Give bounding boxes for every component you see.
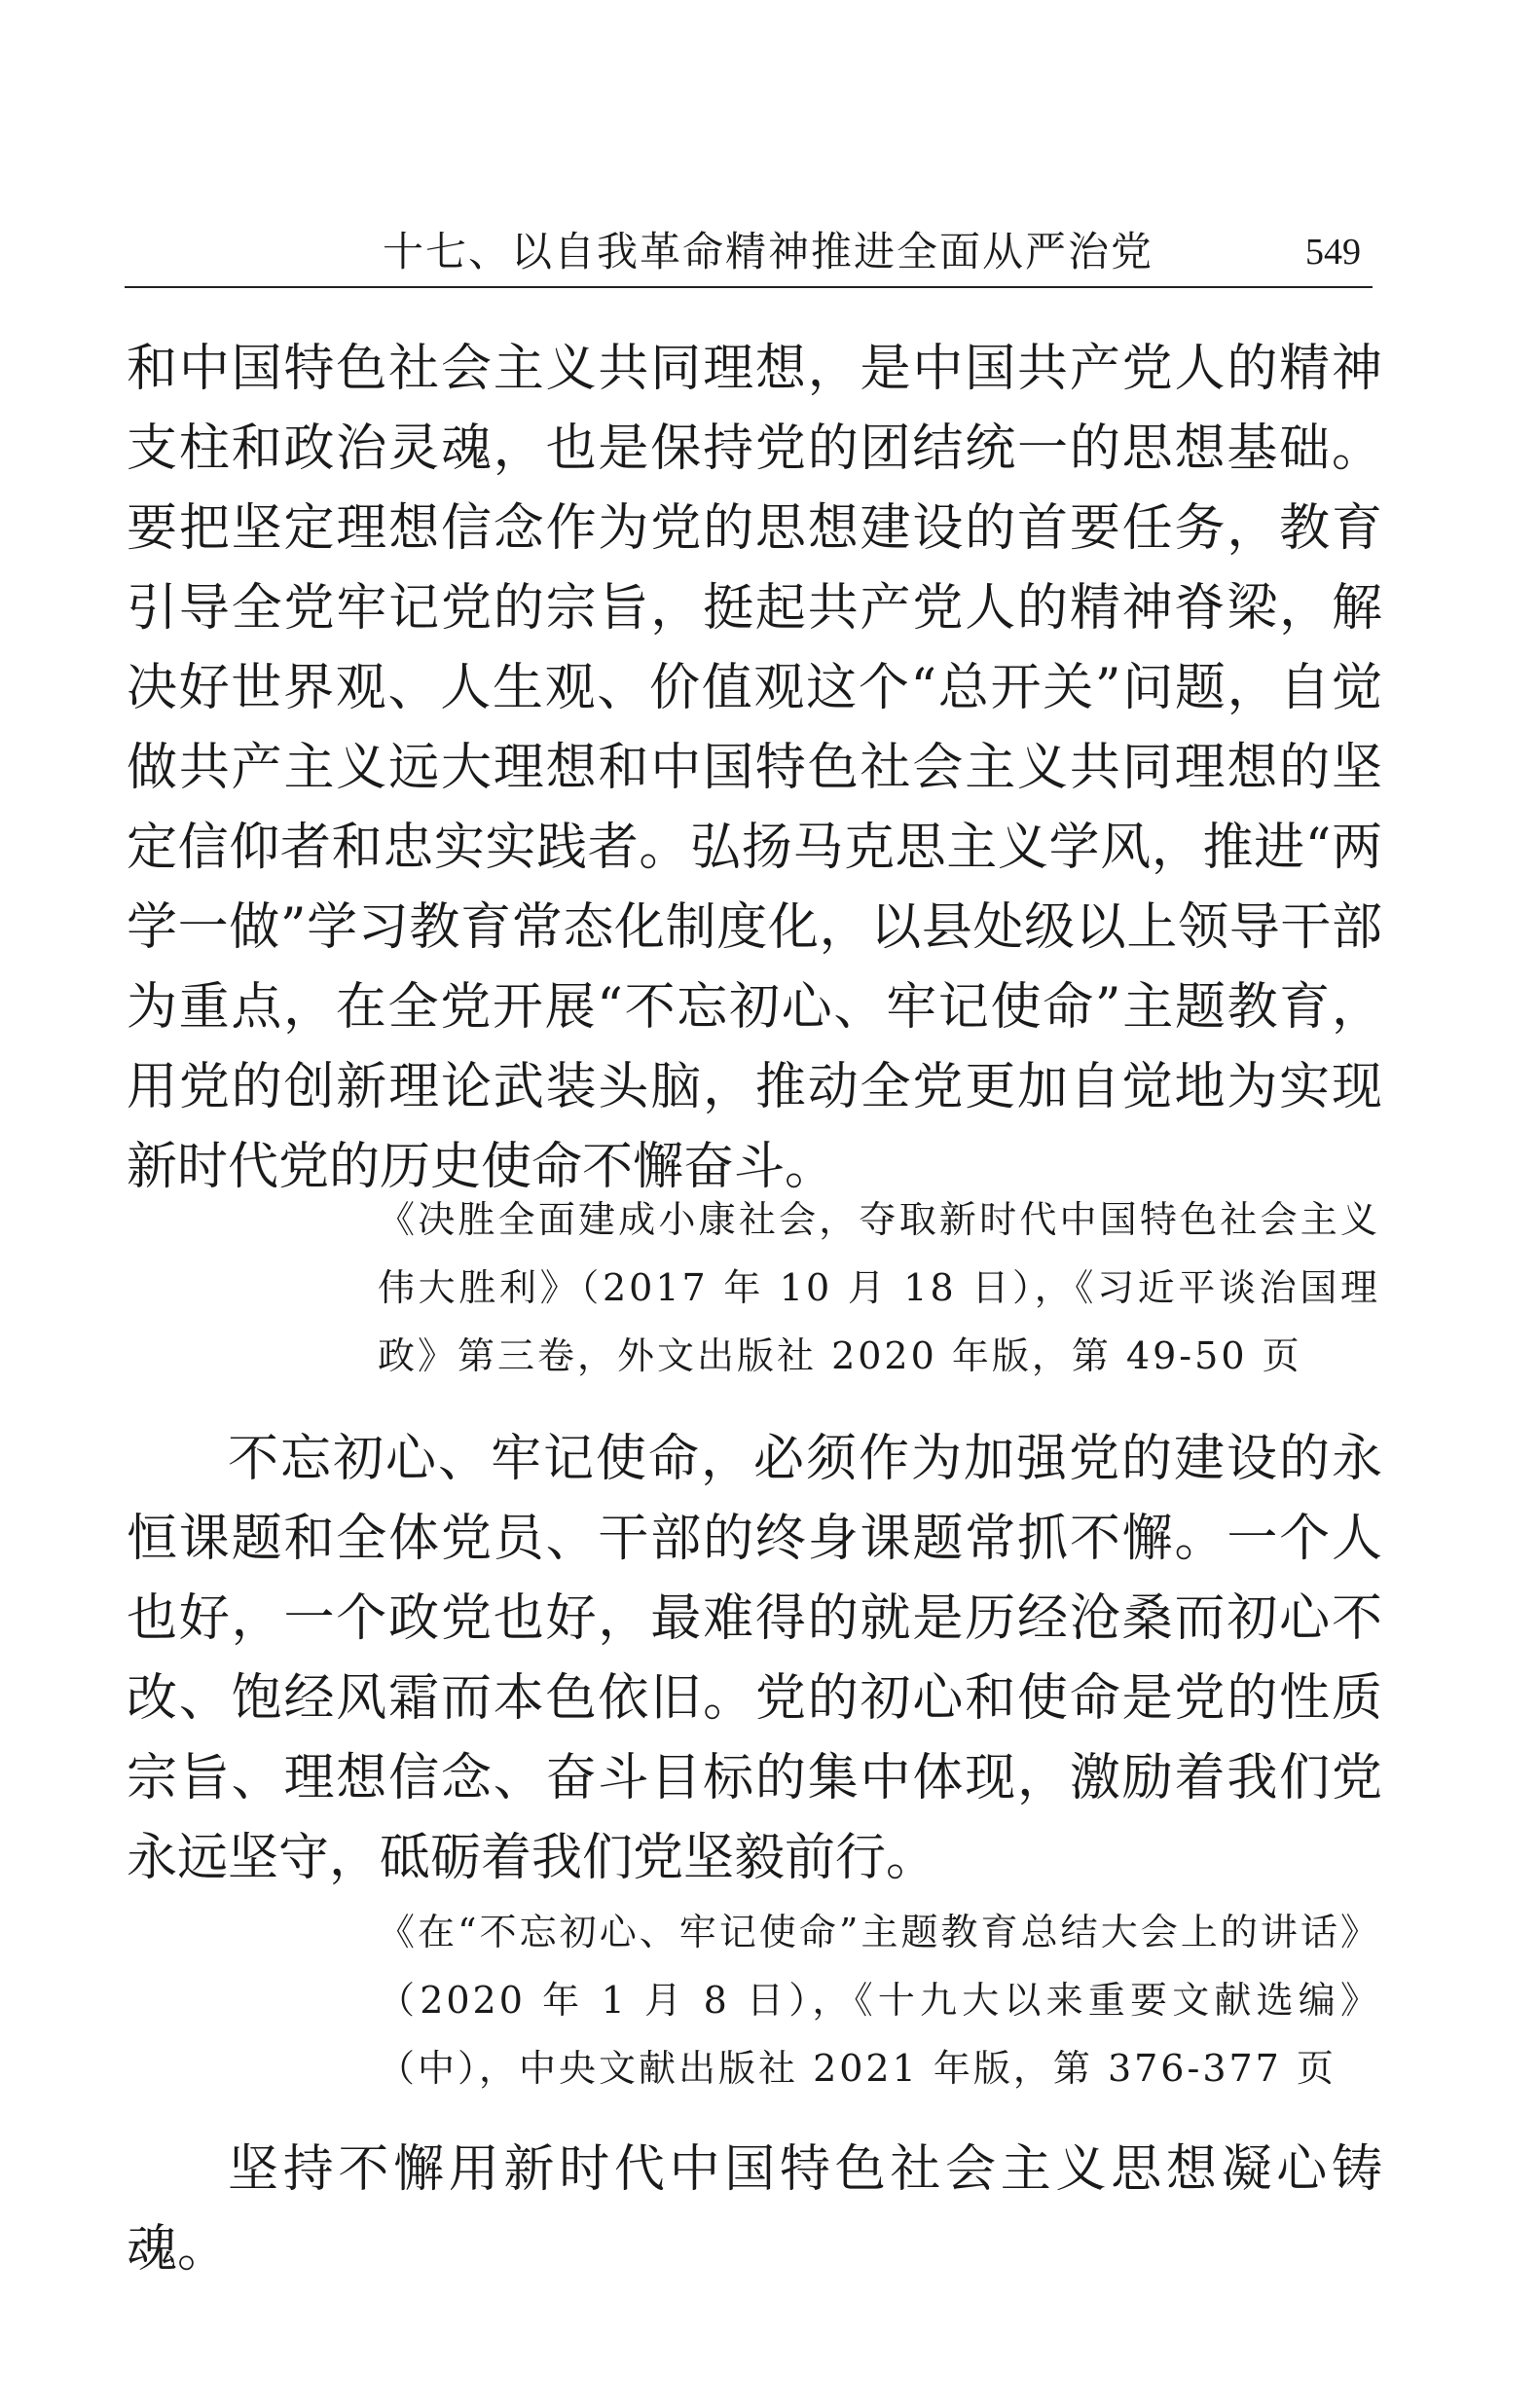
source-citation: 《决胜全面建成小康社会，夺取新时代中国特色社会主义伟大胜利》（2017 年 10 月 18 日），《习近平谈治国理政》第三卷，外文出版社 2020 年版，第 49-50 页 xyxy=(378,1198,1380,1377)
source-citation: 《在“不忘初心、牢记使命”主题教育总结大会上的讲话》（2020 年 1 月 8 日），《十九大以来重要文献选编》（中），中央文献出版社 2021 年版，第 376-377 页 xyxy=(378,1911,1380,2090)
running-header xyxy=(125,216,1373,288)
body-paragraph: 和中国特色社会主义共同理想，是中国共产党人的精神支柱和政治灵魂，也是保持党的团结统一的思想基础。要把坚定理想信念作为党的思想建设的首要任务，教育引导全党牢记党的宗旨，挺起共产党人的精神脊梁，解决好世界观、人生观、价值观这个“总开关”问题，自觉做共产主义远大理想和中国特色社会主义共同理想的坚定信仰者和忠实实践者。弘扬马克思主义学风，推进“两学一做”学习教育常态化制度化，以县处级以上领导干部为重点，在全党开展“不忘初心、牢记使命”主题教育，用党的创新理论武装头脑，推动全党更加自觉地为实现新时代党的历史使命不懈奋斗。 xyxy=(127,340,1382,1196)
body-paragraph: 不忘初心、牢记使命，必须作为加强党的建设的永恒课题和全体党员、干部的终身课题常抓不懈。一个人也好，一个政党也好，最难得的就是历经沧桑而初心不改、饱经风霜而本色依旧。党的初心和使命是党的性质宗旨、理想信念、奋斗目标的集中体现，激励着我们党永远坚守，砥砺着我们党坚毅前行。 xyxy=(127,1430,1382,1887)
chapter-running-title: 十七、以自我革命精神推进全面从严治党 xyxy=(383,228,1154,275)
body-paragraph: 坚持不懈用新时代中国特色社会主义思想凝心铸魂。 xyxy=(127,2140,1382,2279)
page-number: 549 xyxy=(1305,232,1361,273)
